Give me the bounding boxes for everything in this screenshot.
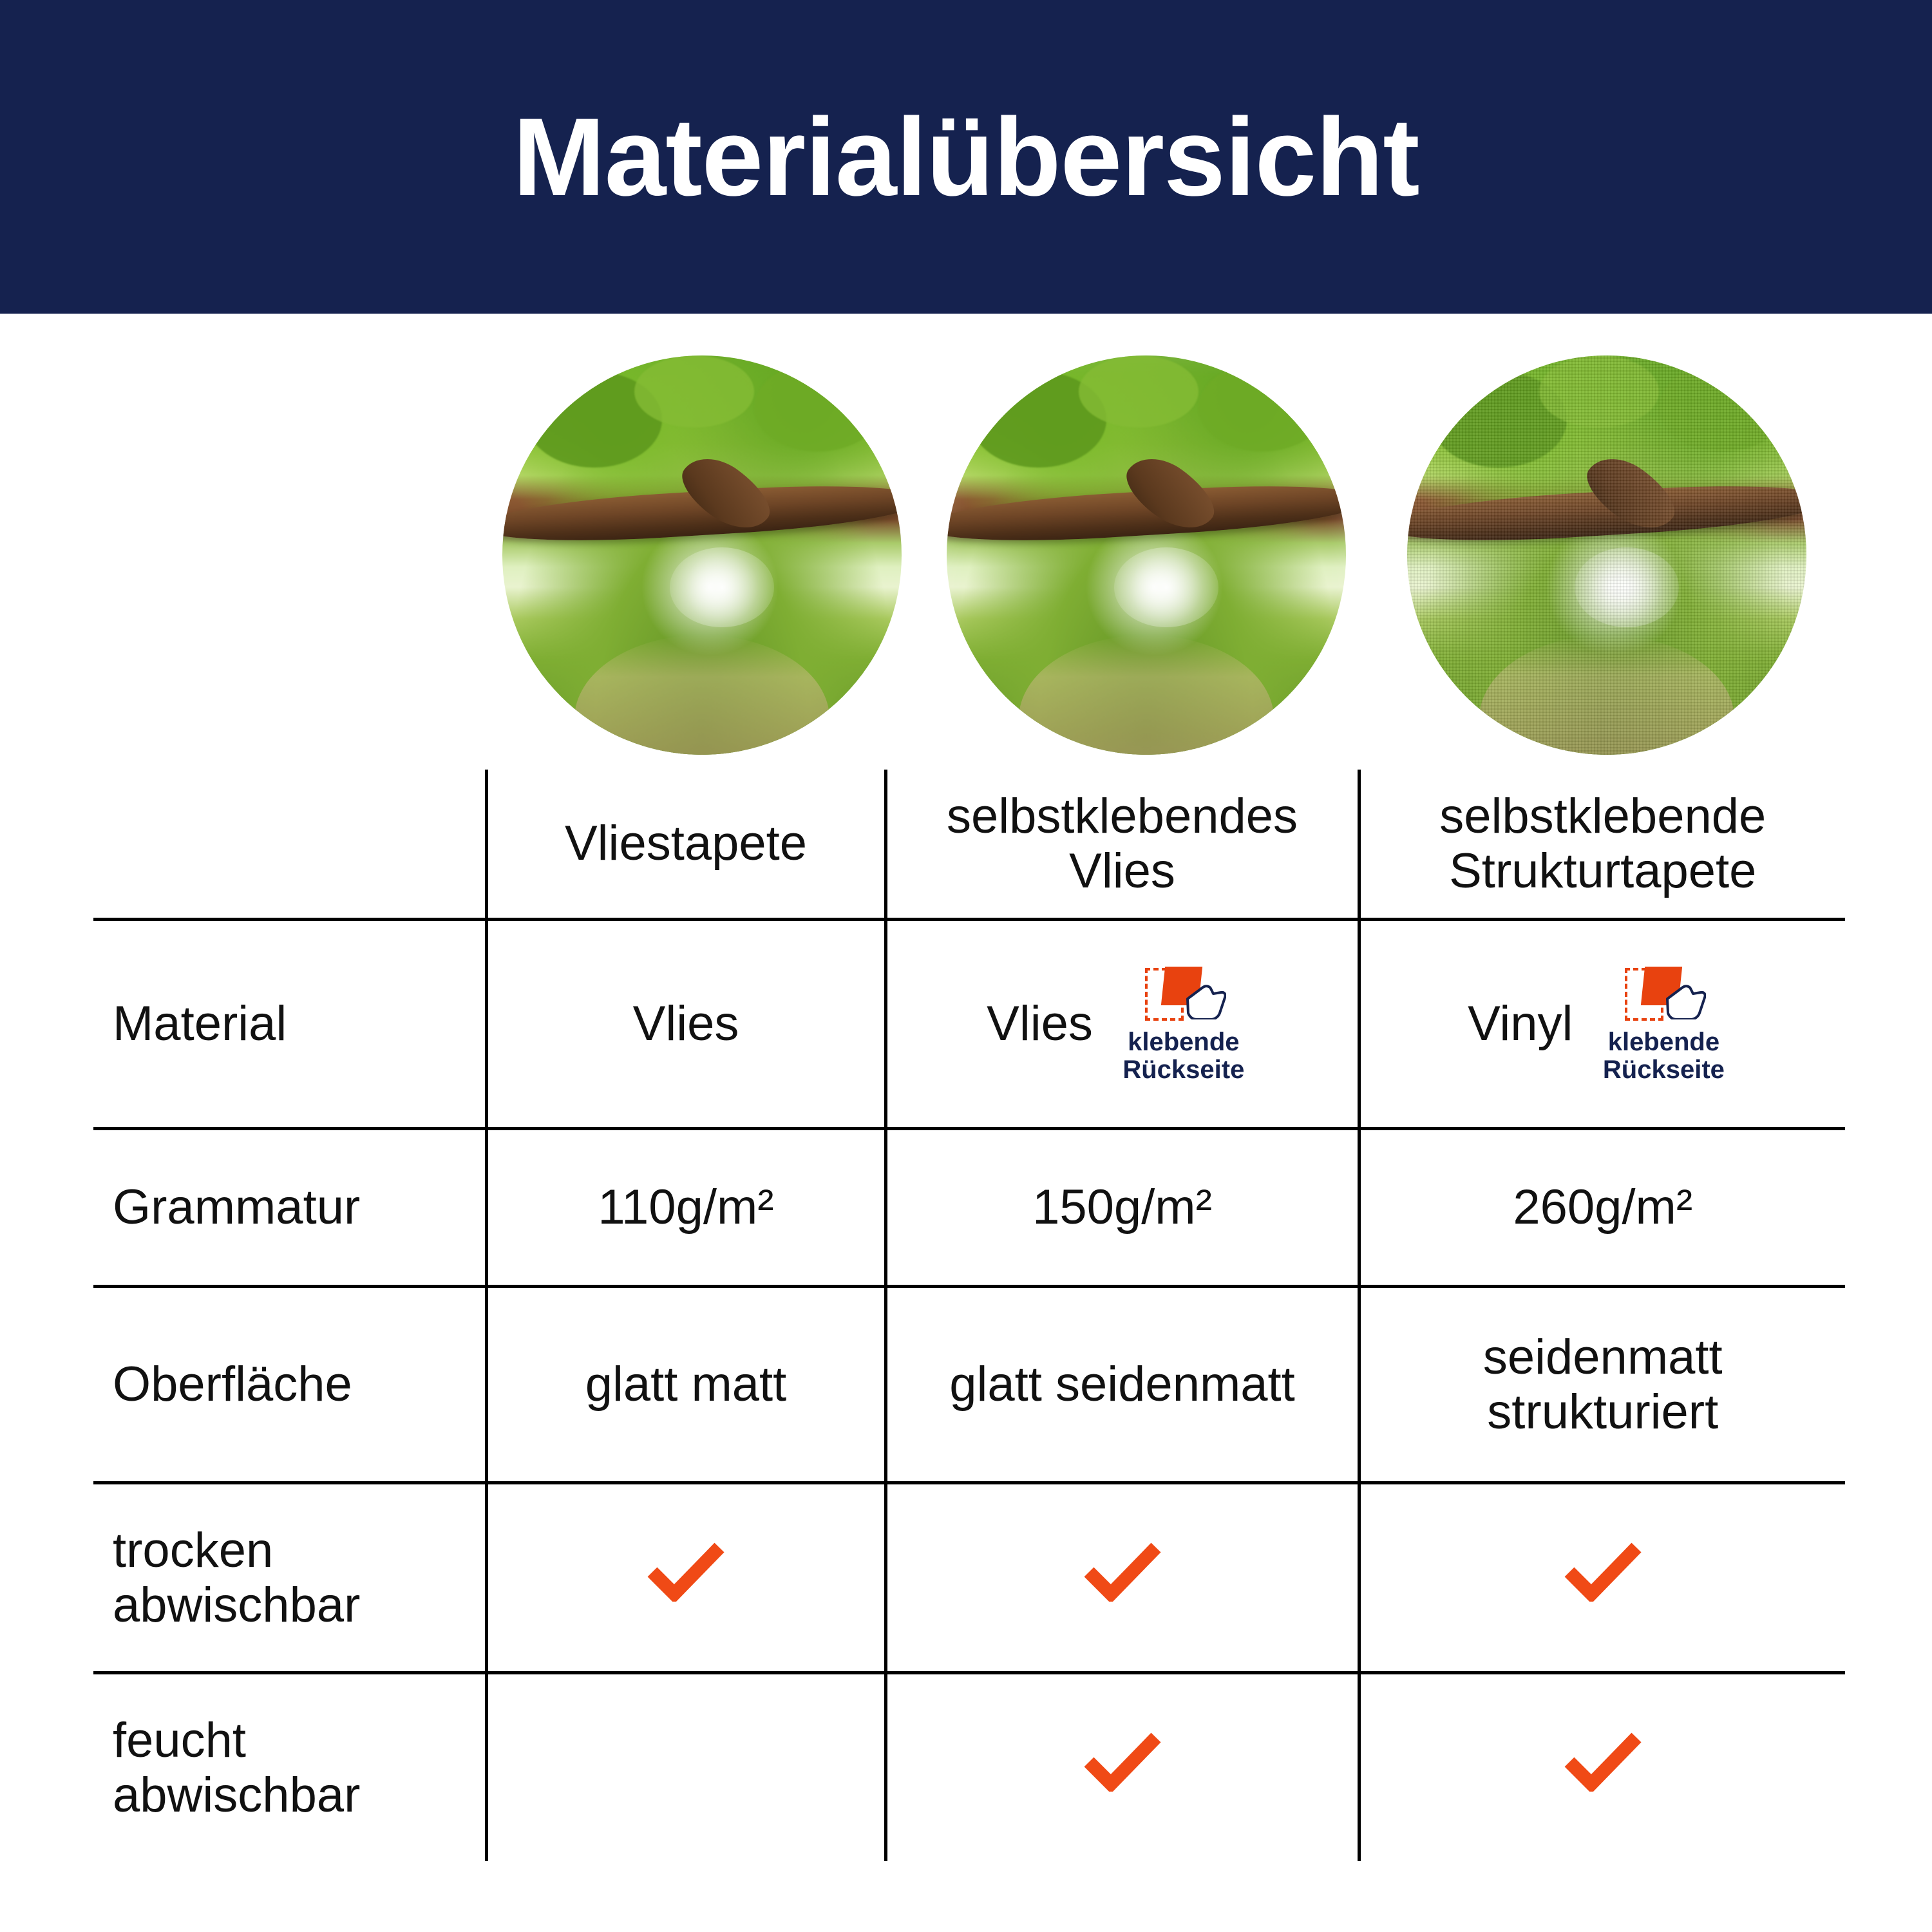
adhesive-backing-line1: klebende xyxy=(1128,1027,1240,1056)
adhesive-backing-line2: Rückseite xyxy=(1122,1056,1245,1084)
cell-material-selbstklebendes-vlies xyxy=(886,920,1359,1129)
adhesive-backing-caption-2 xyxy=(1603,1028,1725,1084)
check-icon xyxy=(647,1542,724,1602)
cell-grammatur-strukturtapete: 260g/m² xyxy=(1359,1129,1845,1287)
cell-oberflaeche-strukturtapete: seidenmatt strukturiert xyxy=(1359,1287,1845,1483)
page-title: Materialübersicht xyxy=(513,95,1419,219)
sample-vliestapete xyxy=(502,355,902,755)
table-corner-cell xyxy=(93,770,486,920)
check-icon xyxy=(1084,1732,1161,1792)
page-header xyxy=(0,0,1932,314)
row-label-grammatur: Grammatur xyxy=(93,1129,486,1287)
cell-oberflaeche-selbstklebendes-vlies: glatt seidenmatt xyxy=(886,1287,1359,1483)
cell-feucht-vliestapete xyxy=(486,1673,886,1862)
table-row-oberflaeche xyxy=(93,1287,1845,1483)
column-header-vliestapete: Vliestapete xyxy=(486,770,886,920)
cell-feucht-selbstklebendes-vlies xyxy=(886,1673,1359,1862)
cell-grammatur-vliestapete: 110g/m² xyxy=(486,1129,886,1287)
check-icon xyxy=(1564,1732,1642,1792)
adhesive-backing-line2-2: Rückseite xyxy=(1602,1056,1725,1084)
adhesive-backing-icon-2 xyxy=(1621,964,1706,1026)
column-header-selbstklebende-strukturtapete: selbstklebende Strukturtapete xyxy=(1359,770,1845,920)
cell-trocken-strukturtapete xyxy=(1359,1483,1845,1673)
table-row-trocken-abwischbar xyxy=(93,1483,1845,1673)
cell-trocken-selbstklebendes-vlies xyxy=(886,1483,1359,1673)
adhesive-backing-line1-2: klebende xyxy=(1607,1027,1720,1056)
row-label-oberflaeche: Oberfläche xyxy=(93,1287,486,1483)
table-row-material xyxy=(93,920,1845,1129)
cell-material-strukturtapete xyxy=(1359,920,1845,1129)
check-icon xyxy=(1084,1542,1161,1602)
row-label-trocken-abwischbar: trocken abwischbar xyxy=(93,1483,486,1673)
cell-oberflaeche-vliestapete: glatt matt xyxy=(486,1287,886,1483)
cell-feucht-strukturtapete xyxy=(1359,1673,1845,1862)
column-header-selbstklebendes-vlies: selbstklebendes Vlies xyxy=(886,770,1359,920)
cell-grammatur-selbstklebendes-vlies: 150g/m² xyxy=(886,1129,1359,1287)
cell-material-selbstklebendes-vlies-text: Vlies xyxy=(987,996,1093,1052)
table-header-row xyxy=(93,770,1845,920)
check-icon xyxy=(1564,1542,1642,1602)
material-samples xyxy=(496,355,1816,768)
cell-material-strukturtapete-text: Vinyl xyxy=(1468,996,1573,1052)
adhesive-backing-badge-2 xyxy=(1589,964,1738,1084)
adhesive-backing-caption xyxy=(1122,1028,1244,1084)
cell-material-vliestapete: Vlies xyxy=(486,920,886,1129)
material-comparison-table xyxy=(93,770,1845,1861)
sample-selbstklebendes-vlies xyxy=(947,355,1346,755)
adhesive-backing-icon xyxy=(1141,964,1226,1026)
row-label-feucht-abwischbar: feucht abwischbar xyxy=(93,1673,486,1862)
row-label-material: Material xyxy=(93,920,486,1129)
table-row-grammatur xyxy=(93,1129,1845,1287)
sample-selbstklebende-strukturtapete xyxy=(1407,355,1806,755)
cell-trocken-vliestapete xyxy=(486,1483,886,1673)
table-row-feucht-abwischbar xyxy=(93,1673,1845,1862)
adhesive-backing-badge xyxy=(1110,964,1258,1084)
